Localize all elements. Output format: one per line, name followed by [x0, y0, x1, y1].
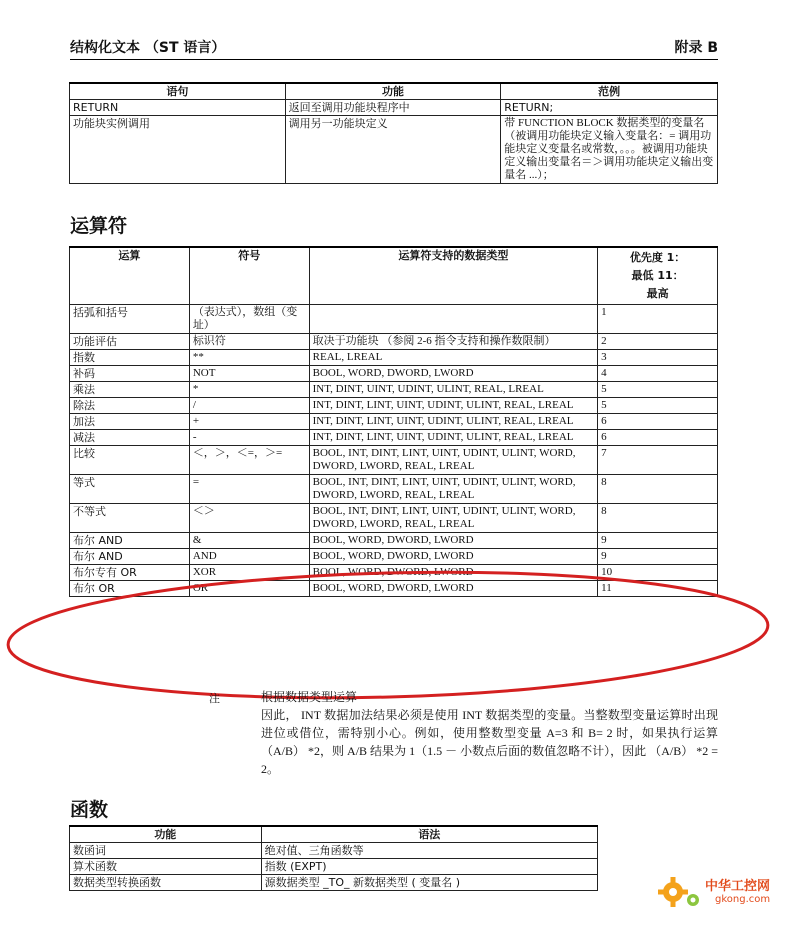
cell: **: [189, 350, 309, 366]
cell: BOOL, WORD, DWORD, LWORD: [309, 549, 598, 565]
cell: &: [189, 533, 309, 549]
cell: 布尔 AND: [70, 533, 190, 549]
cell: 6: [598, 414, 718, 430]
cell: 8: [598, 504, 718, 533]
col-header: 范例: [501, 83, 718, 100]
cell: 绝对值、三角函数等: [261, 843, 597, 859]
cell: BOOL, INT, DINT, LINT, UINT, UDINT, ULINT, WORD, DWORD, LWORD, REAL, LREAL: [309, 475, 598, 504]
cell: BOOL, INT, DINT, LINT, UINT, UDINT, ULINT, WORD, DWORD, LWORD, REAL, LREAL: [309, 446, 598, 475]
header-title: 结构化文本 （ST 语言）: [70, 40, 226, 56]
cell: NOT: [189, 366, 309, 382]
note-body: 因此， INT 数据加法结果必须是使用 INT 数据类型的变量。当整数型变量运算时出现进位或借位，需特别小心。例如，使用整数型变量 A=3 和 B= 2 时，如果执行运算（A/B） *2，则 A/B 结果为 1（1.5 － 小数点后面的数值忽略不计），因此 （A/B） *2 = 2。: [261, 708, 718, 776]
cell: （表达式），数组（变址）: [189, 305, 309, 334]
cell: INT, DINT, LINT, UINT, UDINT, ULINT, REAL, LREAL: [309, 414, 598, 430]
cell: BOOL, WORD, DWORD, LWORD: [309, 565, 598, 581]
cell: 9: [598, 549, 718, 565]
col-header: 运算符支持的数据类型: [309, 247, 598, 305]
cell: -: [189, 430, 309, 446]
cell: 布尔专有 OR: [70, 565, 190, 581]
cell: 取决于功能块 （参阅 2-6 指令支持和操作数限制）: [309, 334, 598, 350]
cell: 标识符: [189, 334, 309, 350]
cell: RETURN: [70, 100, 286, 116]
cell: 5: [598, 382, 718, 398]
cell: 功能块实例调用: [70, 116, 286, 184]
cell: +: [189, 414, 309, 430]
cell: OR: [189, 581, 309, 597]
col-header: 符号: [189, 247, 309, 305]
cell: BOOL, WORD, DWORD, LWORD: [309, 581, 598, 597]
cell: 11: [598, 581, 718, 597]
cell: 10: [598, 565, 718, 581]
cell: 算术函数: [70, 859, 262, 875]
cell: 数据类型转换函数: [70, 875, 262, 891]
cell: 6: [598, 430, 718, 446]
section-title-functions: 函数: [70, 799, 109, 821]
cell: 补码: [70, 366, 190, 382]
cell: REAL, LREAL: [309, 350, 598, 366]
cell: 带 FUNCTION BLOCK 数据类型的变量名（被调用功能块定义输入变量名：= 调用功能块定义变量名或常数，。。。被调用功能块定义输出变量名＝＞调用功能块定义输出变量名 ...）；: [501, 116, 718, 184]
cell: BOOL, WORD, DWORD, LWORD: [309, 533, 598, 549]
gear-icon: [655, 870, 705, 915]
cell: BOOL, INT, DINT, LINT, UINT, UDINT, ULINT, WORD, DWORD, LWORD, REAL, LREAL: [309, 504, 598, 533]
functions-table: [69, 825, 598, 891]
cell: 调用另一功能块定义: [285, 116, 501, 184]
cell: *: [189, 382, 309, 398]
cell: 除法: [70, 398, 190, 414]
table-row: [70, 843, 598, 859]
cell: 指数: [70, 350, 190, 366]
col-header: 功能: [285, 83, 501, 100]
cell: 数函词: [70, 843, 262, 859]
watermark-url: gkong.com: [715, 894, 771, 905]
note-mark: 注: [209, 692, 220, 705]
header-appendix: 附录 B: [674, 40, 718, 56]
cell: 括弧和括号: [70, 305, 190, 334]
cell: 指数 (EXPT): [261, 859, 597, 875]
cell: 1: [598, 305, 718, 334]
cell: INT, DINT, UINT, UDINT, ULINT, REAL, LREAL: [309, 382, 598, 398]
cell: =: [189, 475, 309, 504]
section-title-operators: 运算符: [70, 215, 128, 237]
cell: 比较: [70, 446, 190, 475]
cell: 返回至调用功能块程序中: [285, 100, 501, 116]
cell: 加法: [70, 414, 190, 430]
table-row: [70, 859, 598, 875]
cell: 布尔 AND: [70, 549, 190, 565]
cell: 布尔 OR: [70, 581, 190, 597]
cell: 不等式: [70, 504, 190, 533]
col-header: 语句: [70, 83, 286, 100]
col-header: 运算: [70, 247, 190, 305]
cell: 源数据类型 _TO_ 新数据类型 ( 变量名 ): [261, 875, 597, 891]
cell: 功能评估: [70, 334, 190, 350]
cell: BOOL, WORD, DWORD, LWORD: [309, 366, 598, 382]
col-header: 优先度 1： 最低 11： 最高: [598, 247, 718, 305]
cell: INT, DINT, LINT, UINT, UDINT, ULINT, REAL, LREAL: [309, 430, 598, 446]
cell: 8: [598, 475, 718, 504]
cell: 2: [598, 334, 718, 350]
cell: 乘法: [70, 382, 190, 398]
cell: RETURN;: [501, 100, 718, 116]
cell: 7: [598, 446, 718, 475]
cell: 3: [598, 350, 718, 366]
note-title: 根据数据类型运算: [261, 690, 358, 704]
cell: AND: [189, 549, 309, 565]
cell: 4: [598, 366, 718, 382]
col-header: 功能: [70, 826, 262, 843]
cell: 等式: [70, 475, 190, 504]
cell: /: [189, 398, 309, 414]
watermark-name: 中华工控网: [705, 879, 771, 894]
table-row: [70, 875, 598, 891]
col-header: 语法: [261, 826, 597, 843]
cell: 减法: [70, 430, 190, 446]
cell: ＜＞: [189, 504, 309, 533]
watermark-logo: [655, 870, 785, 915]
cell: ＜，＞，＜=，＞=: [189, 446, 309, 475]
cell: 9: [598, 533, 718, 549]
note-text: [261, 688, 718, 778]
cell: 5: [598, 398, 718, 414]
cell: INT, DINT, LINT, UINT, UDINT, ULINT, REAL, LREAL: [309, 398, 598, 414]
cell: XOR: [189, 565, 309, 581]
